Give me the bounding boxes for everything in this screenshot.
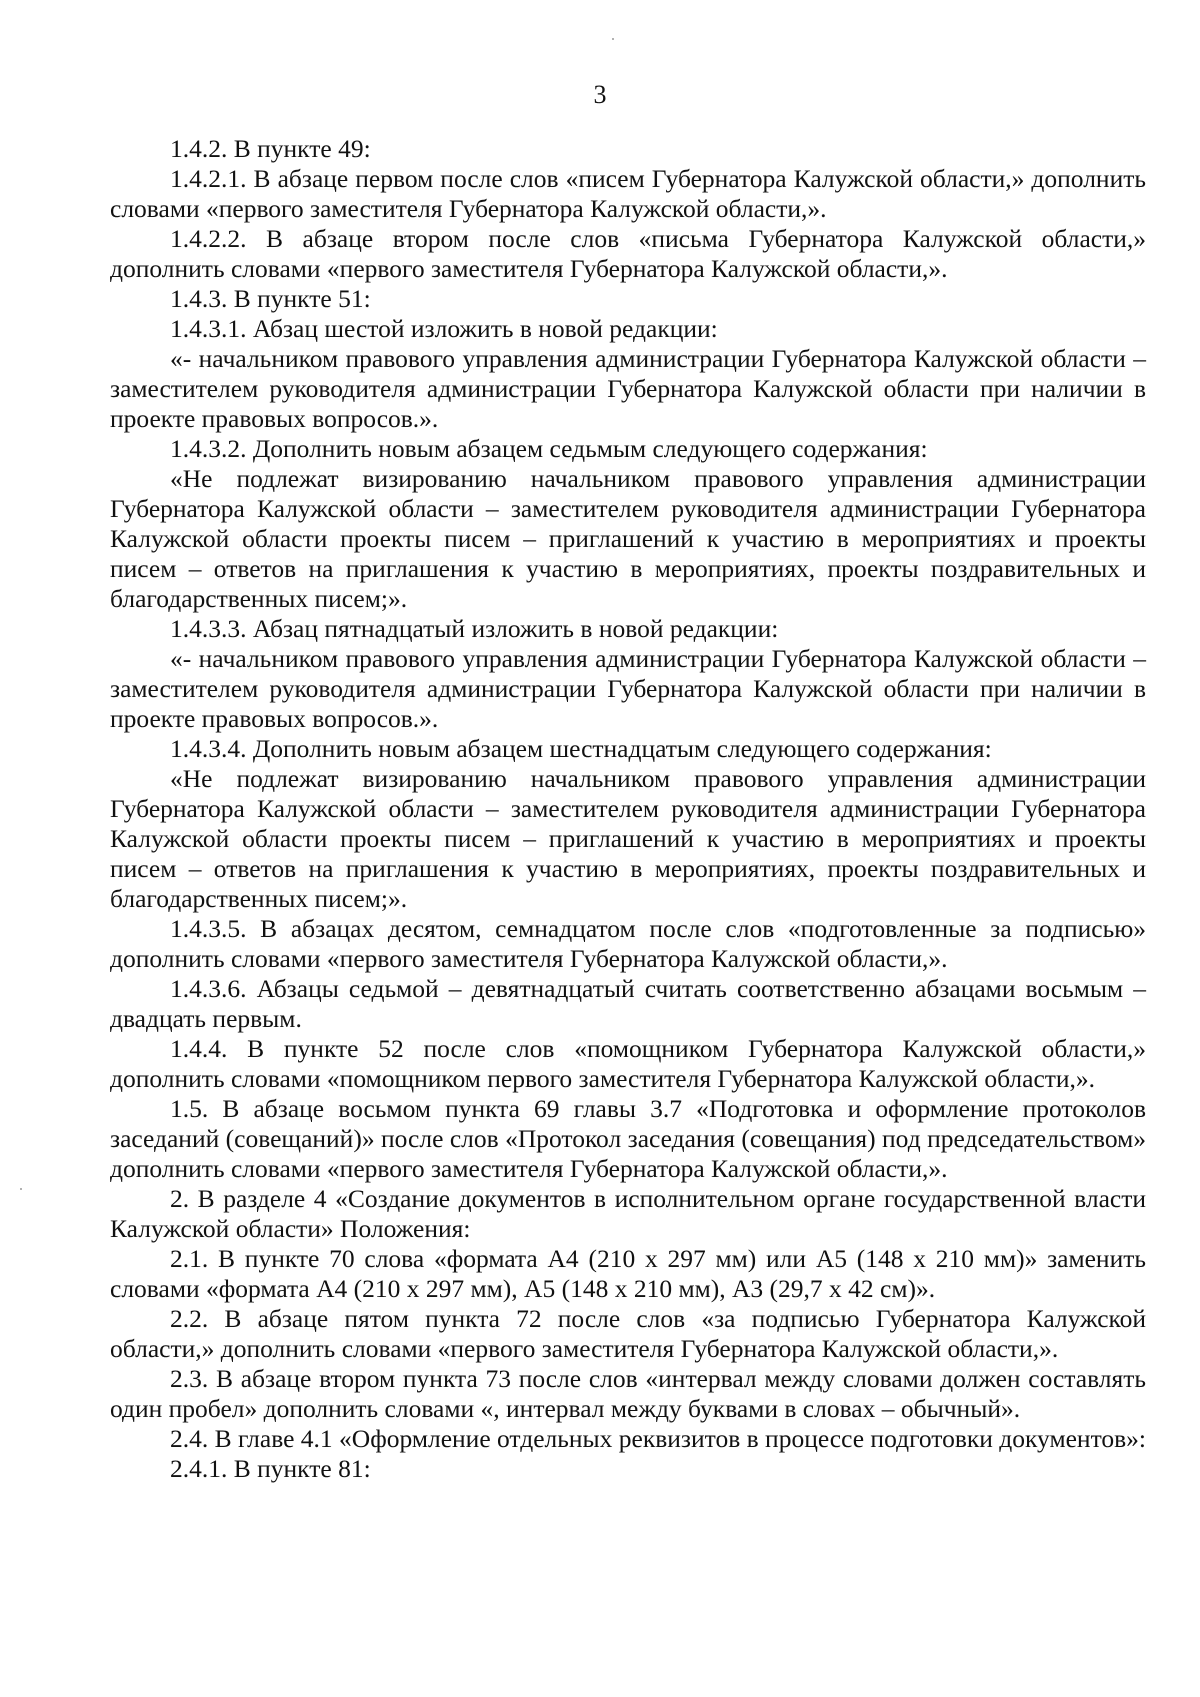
paragraph-1-4-3-2: 1.4.3.2. Дополнить новым абзацем седьмым следующего содержания:	[170, 434, 928, 463]
quote-paragraph: «- начальником правового управления администрации Губернатора Калужской области – заместителем руководителя администрации Губернатора Калужской области при наличии в проекте правовых вопросов.».	[110, 644, 1146, 733]
paragraph-1-4-3-4: 1.4.3.4. Дополнить новым абзацем шестнадцатым следующего содержания:	[170, 734, 992, 763]
paragraph-2: 2. В разделе 4 «Создание документов в исполнительном органе государственной власти Калужской области» Положения:	[110, 1184, 1146, 1243]
paragraph-1-4-2: 1.4.2. В пункте 49:	[170, 134, 371, 163]
paragraph-2-3: 2.3. В абзаце втором пункта 73 после слов «интервал между словами должен составлять один пробел» дополнить словами «, интервал между буквами в словах – обычный».	[110, 1364, 1146, 1423]
scan-speck	[612, 38, 614, 40]
document-body	[110, 134, 1146, 1484]
paragraph-2-4-1: 2.4.1. В пункте 81:	[170, 1454, 371, 1483]
paragraph-1-4-3-3: 1.4.3.3. Абзац пятнадцатый изложить в новой редакции:	[170, 614, 779, 643]
page-number: 3	[593, 80, 607, 109]
paragraph-1-5: 1.5. В абзаце восьмом пункта 69 главы 3.7 «Подготовка и оформление протоколов заседаний (совещаний)» после слов «Протокол заседания (совещания) под председательством» дополнить словами «первого заместителя Губернатора Калужской области,».	[110, 1094, 1146, 1183]
quote-paragraph: «Не подлежат визированию начальником правового управления администрации Губернатора Калужской области – заместителем руководителя администрации Губернатора Калужской области проекты писем – приглашений к участию в мероприятиях и проекты писем – ответов на приглашения к участию в мероприятиях, проекты поздравительных и благодарственных писем;».	[110, 764, 1146, 913]
paragraph-2-1: 2.1. В пункте 70 слова «формата А4 (210 х 297 мм) или А5 (148 х 210 мм)» заменить словами «формата А4 (210 х 297 мм), А5 (148 х 210 мм), А3 (29,7 х 42 см)».	[110, 1244, 1146, 1303]
paragraph-1-4-3: 1.4.3. В пункте 51:	[170, 284, 371, 313]
quote-paragraph: «- начальником правового управления администрации Губернатора Калужской области – заместителем руководителя администрации Губернатора Калужской области при наличии в проекте правовых вопросов.».	[110, 344, 1146, 433]
quote-paragraph: «Не подлежат визированию начальником правового управления администрации Губернатора Калужской области – заместителем руководителя администрации Губернатора Калужской области проекты писем – приглашений к участию в мероприятиях и проекты писем – ответов на приглашения к участию в мероприятиях, проекты поздравительных и благодарственных писем;».	[110, 464, 1146, 613]
paragraph-1-4-3-1: 1.4.3.1. Абзац шестой изложить в новой редакции:	[170, 314, 718, 343]
paragraph-1-4-2-1: 1.4.2.1. В абзаце первом после слов «писем Губернатора Калужской области,» дополнить словами «первого заместителя Губернатора Калужской области,».	[110, 164, 1146, 223]
paragraph-1-4-2-2: 1.4.2.2. В абзаце втором после слов «письма Губернатора Калужской области,» дополнить словами «первого заместителя Губернатора Калужской области,».	[110, 224, 1146, 283]
paragraph-2-2: 2.2. В абзаце пятом пункта 72 после слов «за подписью Губернатора Калужской области,» дополнить словами «первого заместителя Губернатора Калужской области,».	[110, 1304, 1146, 1363]
paragraph-2-4: 2.4. В главе 4.1 «Оформление отдельных реквизитов в процессе подготовки документов»:	[170, 1424, 1147, 1453]
scan-speck	[20, 1188, 22, 1190]
paragraph-1-4-4: 1.4.4. В пункте 52 после слов «помощником Губернатора Калужской области,» дополнить словами «помощником первого заместителя Губернатора Калужской области,».	[110, 1034, 1146, 1093]
paragraph-1-4-3-5: 1.4.3.5. В абзацах десятом, семнадцатом после слов «подготовленные за подписью» дополнить словами «первого заместителя Губернатора Калужской области,».	[110, 914, 1146, 973]
paragraph-1-4-3-6: 1.4.3.6. Абзацы седьмой – девятнадцатый считать соответственно абзацами восьмым – двадцать первым.	[110, 974, 1146, 1033]
